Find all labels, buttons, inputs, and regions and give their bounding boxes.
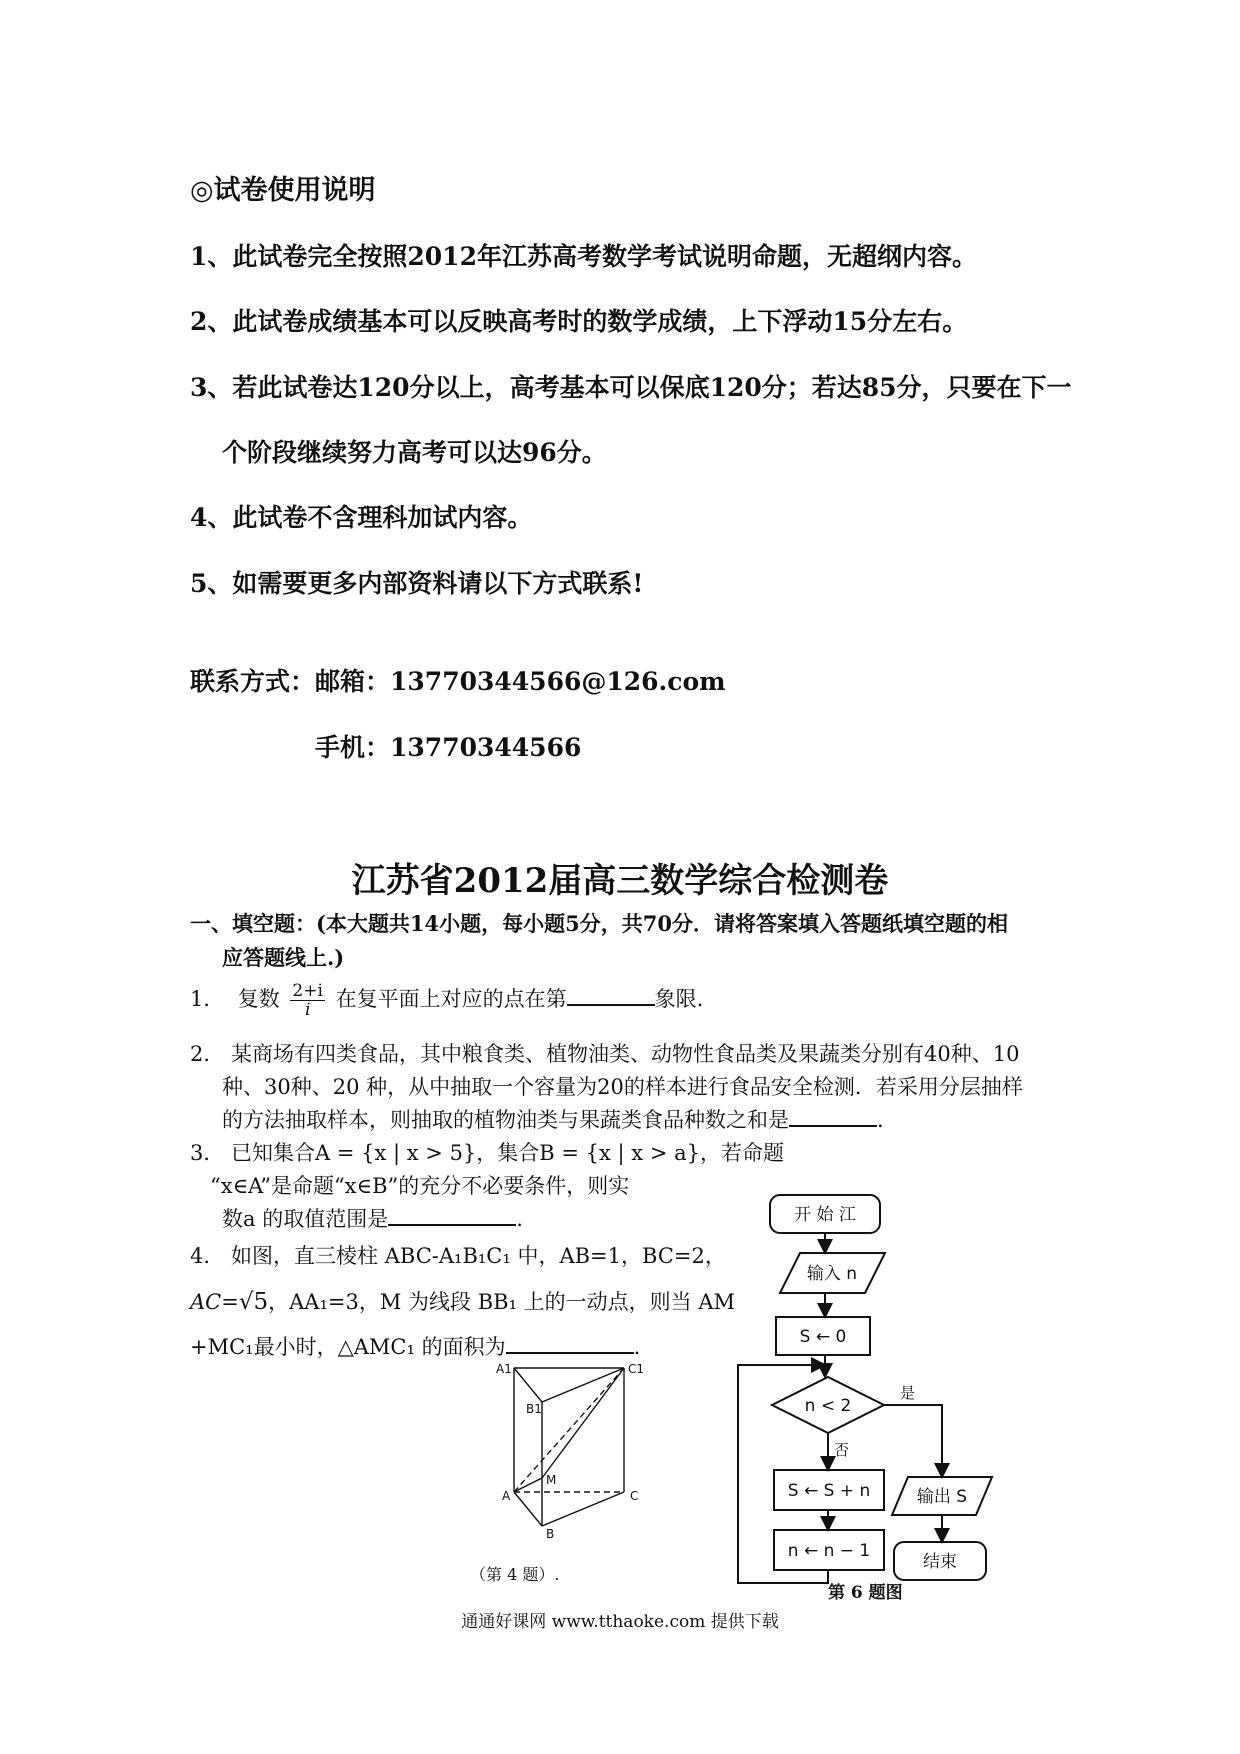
instruction-item-5: 5、如需要更多内部资料请以下方式联系! <box>190 569 644 598</box>
flow-yes-label: 是 <box>900 1384 916 1402</box>
question-3-line2: “x∈A”是命题“x∈B”的充分不必要条件，则实 <box>210 1174 630 1198</box>
section1-heading: 一、填空题：(本大题共14小题，每小题5分，共70分．请将答案填入答题纸填空题的相 <box>190 911 1008 936</box>
question-1 <box>190 982 703 1019</box>
flow-condition-label: n < 2 <box>804 1396 852 1416</box>
label-C: C <box>630 1489 639 1503</box>
flow-body1-label: S ← S + n <box>787 1481 871 1501</box>
q1-text-post: 在复平面上对应的点在第 <box>335 987 567 1011</box>
question-3-line3 <box>222 1203 523 1233</box>
flow-no-label: 否 <box>834 1441 850 1459</box>
contact-label: 联系方式：邮箱： <box>190 667 391 696</box>
q4-end: . <box>633 1335 641 1359</box>
figure6-caption: 第 6 题图 <box>828 1583 903 1603</box>
instruction-item-4: 4、此试卷不含理科加试内容。 <box>190 503 533 532</box>
label-M: M <box>546 1473 557 1487</box>
question-3-line1: 3． 已知集合A = {x | x > 5}，集合B = {x | x > a}，若命题 <box>190 1141 784 1165</box>
phone-label: 手机： <box>315 733 391 762</box>
section1-heading-cont: 应答题线上.) <box>222 945 345 970</box>
q2-text: 的方法抽取样本，则抽取的植物油类与果蔬类食品种数之和是 <box>222 1108 789 1132</box>
label-C1: C1 <box>628 1362 645 1376</box>
flow-output-label: 输出 S <box>916 1487 968 1507</box>
q1-frac-denominator: i <box>304 1000 311 1020</box>
phone-number: 13770344566 <box>390 733 582 762</box>
question-2-line3 <box>222 1104 884 1134</box>
exam-title: 江苏省2012届高三数学综合检测卷 <box>351 861 889 901</box>
flow-input-label: 输入 n <box>806 1264 858 1284</box>
q1-text-end: 象限. <box>654 987 704 1011</box>
q4-sqrt5: √5 <box>238 1289 269 1315</box>
answer-blank-3[interactable] <box>388 1223 516 1226</box>
question-4-line3 <box>190 1331 640 1361</box>
answer-blank-2[interactable] <box>789 1124 877 1127</box>
figure4-caption: （第 4 题）. <box>470 1565 560 1584</box>
contact-email: 13770344566@126.com <box>390 667 726 696</box>
q4-text: +MC₁最小时，△AMC₁ 的面积为 <box>190 1335 506 1359</box>
question-4-line2 <box>190 1286 735 1316</box>
q4-ac-label: AC= <box>190 1290 239 1314</box>
flowchart-figure <box>730 1180 1010 1640</box>
flow-end-label: 结束 <box>923 1552 957 1572</box>
phone-line <box>315 728 581 764</box>
q1-text-pre: 复数 <box>237 987 280 1011</box>
contact-line <box>190 662 726 698</box>
label-A1: A1 <box>496 1362 512 1376</box>
q4-text-cont: ，AA₁=3，M 为线段 BB₁ 上的一动点，则当 AM <box>268 1290 735 1314</box>
flow-body2-label: n ← n − 1 <box>787 1541 871 1561</box>
flow-start-label: 开 始 江 <box>794 1205 856 1225</box>
label-B1: B1 <box>526 1402 542 1416</box>
q2-end: . <box>877 1108 884 1132</box>
instructions-title: ◎试卷使用说明 <box>190 175 376 206</box>
prism-figure <box>480 1360 660 1550</box>
q1-frac-numerator: 2+i <box>292 981 323 1001</box>
instruction-item-1: 1、此试卷完全按照2012年江苏高考数学考试说明命题，无超纲内容。 <box>190 242 977 271</box>
question-2-line2: 种、30种、20 种，从中抽取一个容量为20的样本进行食品安全检测．若采用分层抽样 <box>222 1075 1023 1099</box>
q3-text: 数a 的取值范围是 <box>222 1207 389 1231</box>
label-B: B <box>546 1527 555 1541</box>
question-4-line1: 4． 如图，直三棱柱 ABC-A₁B₁C₁ 中，AB=1，BC=2， <box>190 1244 726 1268</box>
answer-blank-4[interactable] <box>506 1351 634 1354</box>
label-A: A <box>502 1489 511 1503</box>
instruction-item-3-cont: 个阶段继续努力高考可以达96分。 <box>222 438 607 467</box>
q1-number: 1． <box>190 987 225 1011</box>
q3-end: . <box>516 1207 523 1231</box>
instruction-item-3: 3、若此试卷达120分以上，高考基本可以保底120分；若达85分，只要在下一 <box>190 373 1072 402</box>
page-footer: 通通好课网 www.tthaoke.com 提供下载 <box>461 1612 779 1632</box>
answer-blank-1[interactable] <box>567 1003 655 1006</box>
instruction-item-2: 2、此试卷成绩基本可以反映高考时的数学成绩，上下浮动15分左右。 <box>190 307 968 336</box>
question-2-line1: 2． 某商场有四类食品，其中粮食类、植物油类、动物性食品类及果蔬类分别有40种、10 <box>190 1042 1020 1066</box>
flow-init-label: S ← 0 <box>799 1327 847 1347</box>
q1-fraction <box>290 982 325 1019</box>
